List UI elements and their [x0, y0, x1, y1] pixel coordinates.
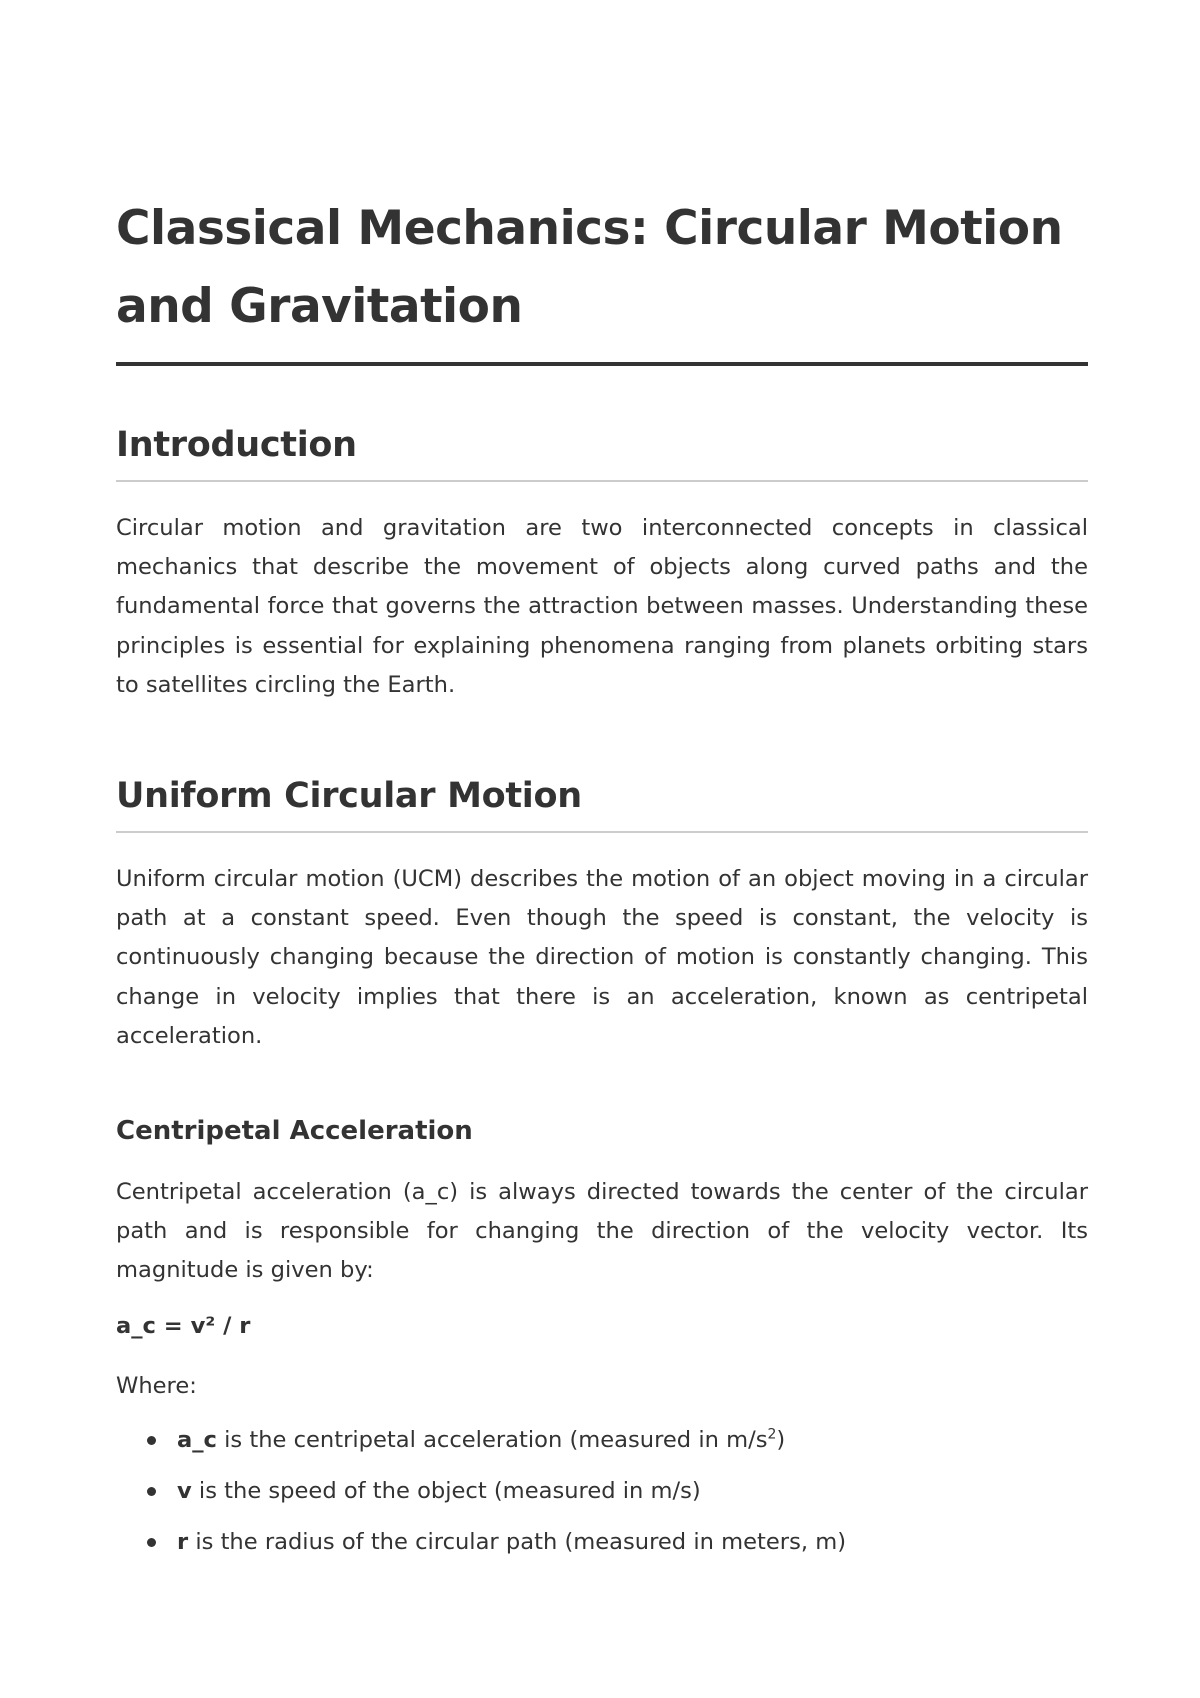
introduction-paragraph: Circular motion and gravitation are two interconnected concepts in classical mechanics that describe the movement of objects along curved paths and the fundamental force that governs the attraction between masses. Understanding these principles is essential for explaining phenomena ranging from planets orbiting stars to satellites circling the Earth. [116, 515, 1088, 698]
uniform-circular-motion-paragraph: Uniform circular motion (UCM) describes the motion of an object moving in a circular path at a constant speed. Even though the speed is constant, the velocity is continuously changing because the direction of motion is constantly changing. This change in velocity implies that there is an acceleration, known as centripetal acceleration. [116, 866, 1088, 1049]
closing-paren: ) [776, 1426, 786, 1453]
centripetal-acceleration-paragraph: Centripetal acceleration (a_c) is always directed towards the center of the circular path and is responsible for changing the direction of the velocity vector. Its magnitude is given by: [116, 1179, 1088, 1284]
document-title: Classical Mechanics: Circular Motion and Gravitation [116, 190, 1088, 366]
subsection-heading-centripetal-acceleration: Centripetal Acceleration [116, 1116, 473, 1147]
variable-term: r [177, 1528, 189, 1555]
bullet-icon [147, 1538, 156, 1547]
variable-term: v [177, 1477, 192, 1504]
list-item [144, 1476, 1088, 1506]
bullet-icon [147, 1436, 156, 1445]
superscript: 2 [767, 1426, 777, 1443]
document-page [116, 190, 1088, 1578]
centripetal-formula: a_c = v² / r [116, 1312, 251, 1339]
variable-description: is the speed of the object (measured in m/s) [191, 1477, 701, 1504]
variable-term: a_c [177, 1426, 217, 1453]
where-label: Where: [116, 1372, 197, 1399]
variable-description: is the centripetal acceleration (measured in m/s [216, 1426, 768, 1453]
list-item [144, 1527, 1088, 1557]
list-item [144, 1425, 1088, 1455]
section-heading-introduction: Introduction [116, 422, 1088, 482]
variable-description: is the radius of the circular path (measured in meters, m) [188, 1528, 847, 1555]
bullet-icon [147, 1487, 156, 1496]
section-heading-uniform-circular-motion: Uniform Circular Motion [116, 773, 1088, 833]
variable-definition-list [116, 1425, 1088, 1557]
